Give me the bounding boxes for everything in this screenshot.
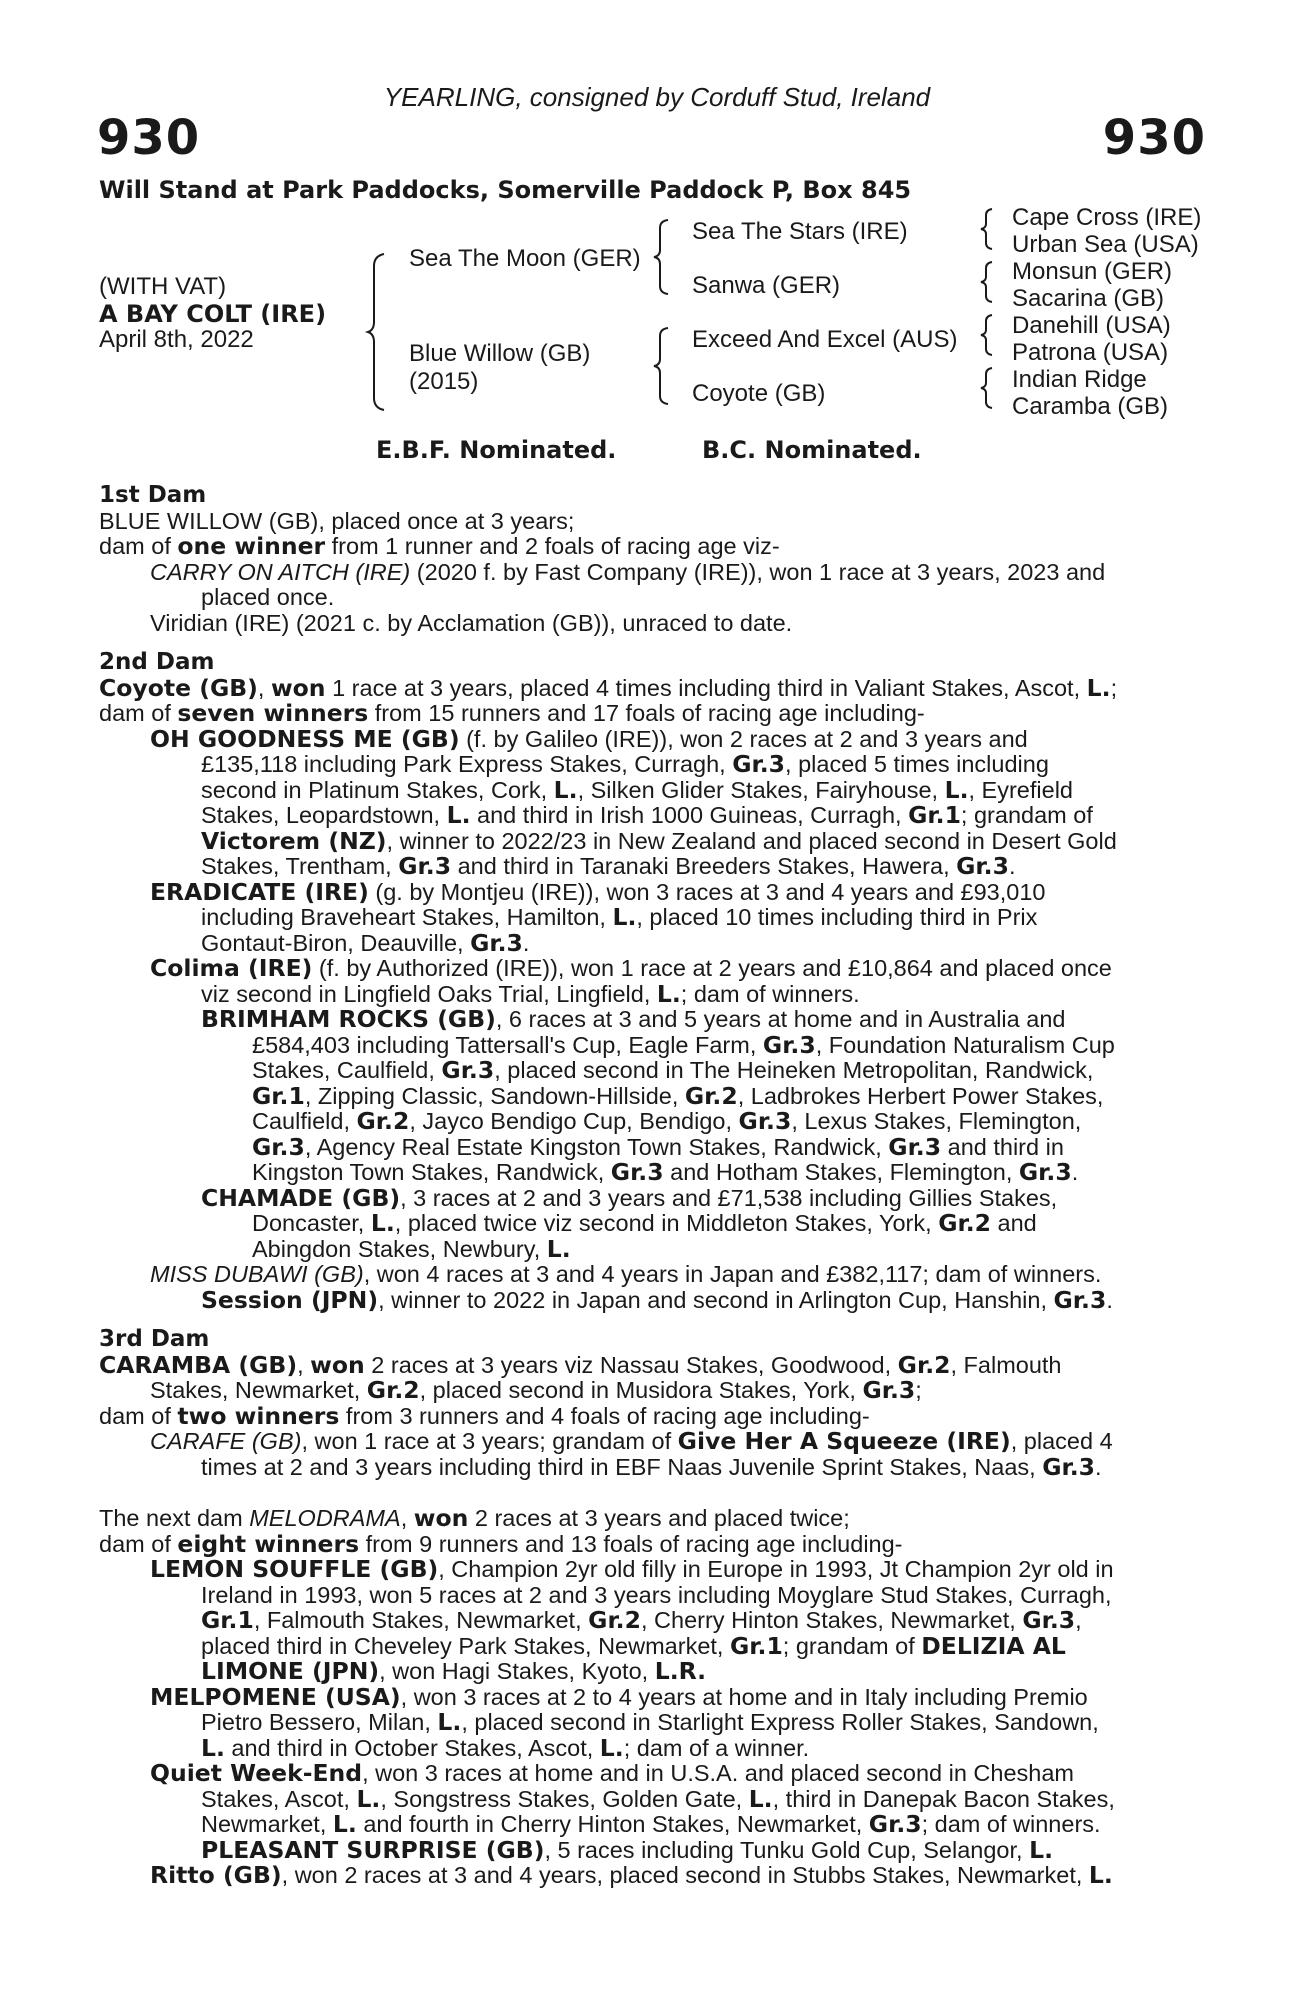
dam-sire: Exceed And Excel (AUS): [692, 326, 958, 353]
second-dam-line: Session (JPN), winner to 2022 in Japan and second in Arlington Cup, Hanshin, Gr.3.: [201, 1285, 1113, 1314]
next-dam-line: placed third in Cheveley Park Stakes, Newmarket, Gr.1; grandam of DELIZIA AL: [201, 1631, 1066, 1660]
third-dam-line: times at 2 and 3 years including third in EBF Naas Juvenile Sprint Stakes, Naas, Gr.3.: [201, 1452, 1102, 1481]
second-dam-line: Coyote (GB), won 1 race at 3 years, placed 4 times including third in Valiant Stakes, Ascot, L.;: [99, 673, 1118, 702]
g3-6: Patrona (USA): [1012, 339, 1169, 366]
second-dam-heading: 2nd Dam: [99, 649, 215, 675]
second-dam-line: Gr.3, Agency Real Estate Kingston Town Stakes, Randwick, Gr.3 and third in: [252, 1132, 1064, 1161]
first-dam-heading: 1st Dam: [99, 482, 207, 508]
lot-number-left: 930: [97, 110, 201, 166]
second-dam-line: £584,403 including Tattersall's Cup, Eagle Farm, Gr.3, Foundation Naturalism Cup: [252, 1030, 1115, 1059]
pedigree-brace-g3-4: [980, 366, 996, 410]
next-dam-line: LEMON SOUFFLE (GB), Champion 2yr old filly in Europe in 1993, Jt Champion 2yr old in: [150, 1555, 1114, 1583]
second-dam-line: Stakes, Trentham, Gr.3 and third in Taranaki Breeders Stakes, Hawera, Gr.3.: [201, 852, 1016, 880]
dam-name: Blue Willow (GB): [409, 340, 591, 367]
second-dam-line: Victorem (NZ), winner to 2022/23 in New Zealand and placed second in Desert Gold: [201, 826, 1117, 855]
stand-location: Will Stand at Park Paddocks, Somerville Paddock P, Box 845: [99, 176, 912, 204]
second-dam-line: OH GOODNESS ME (GB) (f. by Galileo (IRE)), won 2 races at 2 and 3 years and: [150, 724, 1028, 753]
sire-name: Sea The Moon (GER): [409, 245, 641, 272]
sire-dam: Sanwa (GER): [692, 272, 841, 299]
second-dam-line: viz second in Lingfield Oaks Trial, Lingfield, L.; dam of winners.: [201, 979, 860, 1008]
second-dam-line: CHAMADE (GB), 3 races at 2 and 3 years and £71,538 including Gillies Stakes,: [201, 1183, 1058, 1212]
g3-1: Cape Cross (IRE): [1012, 204, 1202, 231]
g3-7: Indian Ridge: [1012, 366, 1147, 393]
bc-nominated: B.C. Nominated.: [702, 436, 922, 464]
first-dam-line: Viridian (IRE) (2021 c. by Acclamation (GB)), unraced to date.: [150, 609, 793, 636]
second-dam-line: Gr.1, Zipping Classic, Sandown-Hillside, Gr.2, Ladbrokes Herbert Power Stakes,: [252, 1081, 1104, 1110]
second-dam-line: including Braveheart Stakes, Hamilton, L., placed 10 times including third in Prix: [201, 903, 1038, 931]
dam-dam: Coyote (GB): [692, 380, 826, 407]
next-dam-line: Stakes, Ascot, L., Songstress Stakes, Golden Gate, L., third in Danepak Bacon Stakes,: [201, 1784, 1115, 1813]
third-dam-line: CARAMBA (GB), won 2 races at 3 years viz Nassau Stakes, Goodwood, Gr.2, Falmouth: [99, 1350, 1062, 1379]
pedigree-brace-g3-3: [980, 313, 996, 357]
second-dam-line: Abingdon Stakes, Newbury, L.: [252, 1234, 571, 1263]
first-dam-line: dam of one winner from 1 runner and 2 foals of racing age viz-: [99, 532, 780, 560]
consignment-title: YEARLING, consigned by Corduff Stud, Ireland: [383, 82, 931, 112]
pedigree-brace-dam: [654, 326, 674, 406]
second-dam-line: BRIMHAM ROCKS (GB), 6 races at 3 and 5 years at home and in Australia and: [201, 1005, 1066, 1033]
second-dam-line: Doncaster, L., placed twice viz second in Middleton Stakes, York, Gr.2 and: [252, 1209, 1037, 1237]
second-dam-line: Stakes, Leopardstown, L. and third in Irish 1000 Guineas, Curragh, Gr.1; grandam of: [201, 801, 1093, 829]
g3-4: Sacarina (GB): [1012, 285, 1165, 312]
next-dam-line: Gr.1, Falmouth Stakes, Newmarket, Gr.2, Cherry Hinton Stakes, Newmarket, Gr.3,: [201, 1606, 1082, 1634]
second-dam-line: dam of seven winners from 15 runners and 17 foals of racing age including-: [99, 699, 925, 727]
ebf-nominated: E.B.F. Nominated.: [376, 436, 617, 464]
next-dam-line: Ireland in 1993, won 5 races at 2 and 3 years including Moyglare Stud Stakes, Curragh,: [201, 1581, 1112, 1608]
next-dam-line: Newmarket, L. and fourth in Cherry Hinton Stakes, Newmarket, Gr.3; dam of winners.: [201, 1810, 1101, 1838]
next-dam-line: PLEASANT SURPRISE (GB), 5 races including Tunku Gold Cup, Selangor, L.: [201, 1835, 1053, 1864]
pedigree-brace-g3-2: [980, 260, 996, 304]
third-dam-line: CARAFE (GB), won 1 race at 3 years; grandam of Give Her A Squeeze (IRE), placed 4: [150, 1427, 1113, 1455]
next-dam-line: L. and third in October Stakes, Ascot, L.; dam of a winner.: [201, 1733, 810, 1762]
next-dam-line: Ritto (GB), won 2 races at 3 and 4 years, placed second in Stubbs Stakes, Newmarket, L.: [150, 1861, 1113, 1889]
second-dam-line: Caulfield, Gr.2, Jayco Bendigo Cup, Bendigo, Gr.3, Lexus Stakes, Flemington,: [252, 1107, 1082, 1135]
g3-3: Monsun (GER): [1012, 258, 1173, 285]
g3-5: Danehill (USA): [1012, 312, 1171, 339]
pedigree-brace-main: [368, 252, 388, 412]
third-dam-heading: 3rd Dam: [99, 1326, 210, 1352]
first-dam-line: CARRY ON AITCH (IRE) (2020 f. by Fast Company (IRE)), won 1 race at 3 years, 2023 and: [150, 558, 1106, 585]
second-dam-line: Stakes, Caulfield, Gr.3, placed second in The Heineken Metropolitan, Randwick,: [252, 1056, 1094, 1084]
third-dam-line: Stakes, Newmarket, Gr.2, placed second in Musidora Stakes, York, Gr.3;: [150, 1376, 922, 1404]
lot-number-right: 930: [1102, 110, 1206, 166]
second-dam-line: Kingston Town Stakes, Randwick, Gr.3 and Hotham Stakes, Flemington, Gr.3.: [252, 1158, 1079, 1186]
next-dam-line: dam of eight winners from 9 runners and 13 foals of racing age including-: [99, 1529, 903, 1558]
vat-note: (WITH VAT): [99, 273, 227, 300]
second-dam-line: MISS DUBAWI (GB), won 4 races at 3 and 4 years in Japan and £382,117; dam of winners.: [150, 1261, 1102, 1287]
next-dam-line: MELPOMENE (USA), won 3 races at 2 to 4 years at home and in Italy including Premio: [150, 1682, 1088, 1711]
g3-8: Caramba (GB): [1012, 393, 1169, 420]
second-dam-line: £135,118 including Park Express Stakes, Curragh, Gr.3, placed 5 times including: [201, 750, 1049, 778]
next-dam-line: LIMONE (JPN), won Hagi Stakes, Kyoto, L.R.: [201, 1657, 707, 1685]
second-dam-line: second in Platinum Stakes, Cork, L., Silken Glider Stakes, Fairyhouse, L., Eyrefield: [201, 775, 1073, 804]
pedigree-brace-sire: [654, 218, 674, 296]
second-dam-line: Gontaut-Biron, Deauville, Gr.3.: [201, 928, 530, 957]
next-dam-line: Quiet Week-End, won 3 races at home and in U.S.A. and placed second in Chesham: [150, 1759, 1075, 1787]
g3-2: Urban Sea (USA): [1012, 231, 1199, 258]
foaling-date: April 8th, 2022: [99, 326, 254, 353]
third-dam-line: dam of two winners from 3 runners and 4 foals of racing age including-: [99, 1401, 870, 1430]
horse-name: A BAY COLT (IRE): [99, 300, 327, 328]
sire-sire: Sea The Stars (IRE): [692, 218, 908, 245]
second-dam-line: Colima (IRE) (f. by Authorized (IRE)), won 1 race at 2 years and £10,864 and placed once: [150, 954, 1112, 982]
pedigree-brace-g3-1: [980, 207, 996, 251]
next-dam-line: Pietro Bessero, Milan, L., placed second in Starlight Express Roller Stakes, Sandown,: [201, 1708, 1099, 1736]
dam-year: (2015): [409, 368, 479, 395]
second-dam-line: ERADICATE (IRE) (g. by Montjeu (IRE)), won 3 races at 3 and 4 years and £93,010: [150, 877, 1046, 906]
next-dam-line: The next dam MELODRAMA, won 2 races at 3 years and placed twice;: [99, 1504, 850, 1532]
first-dam-line: BLUE WILLOW (GB), placed once at 3 years;: [99, 507, 575, 534]
first-dam-line: placed once.: [201, 584, 335, 610]
